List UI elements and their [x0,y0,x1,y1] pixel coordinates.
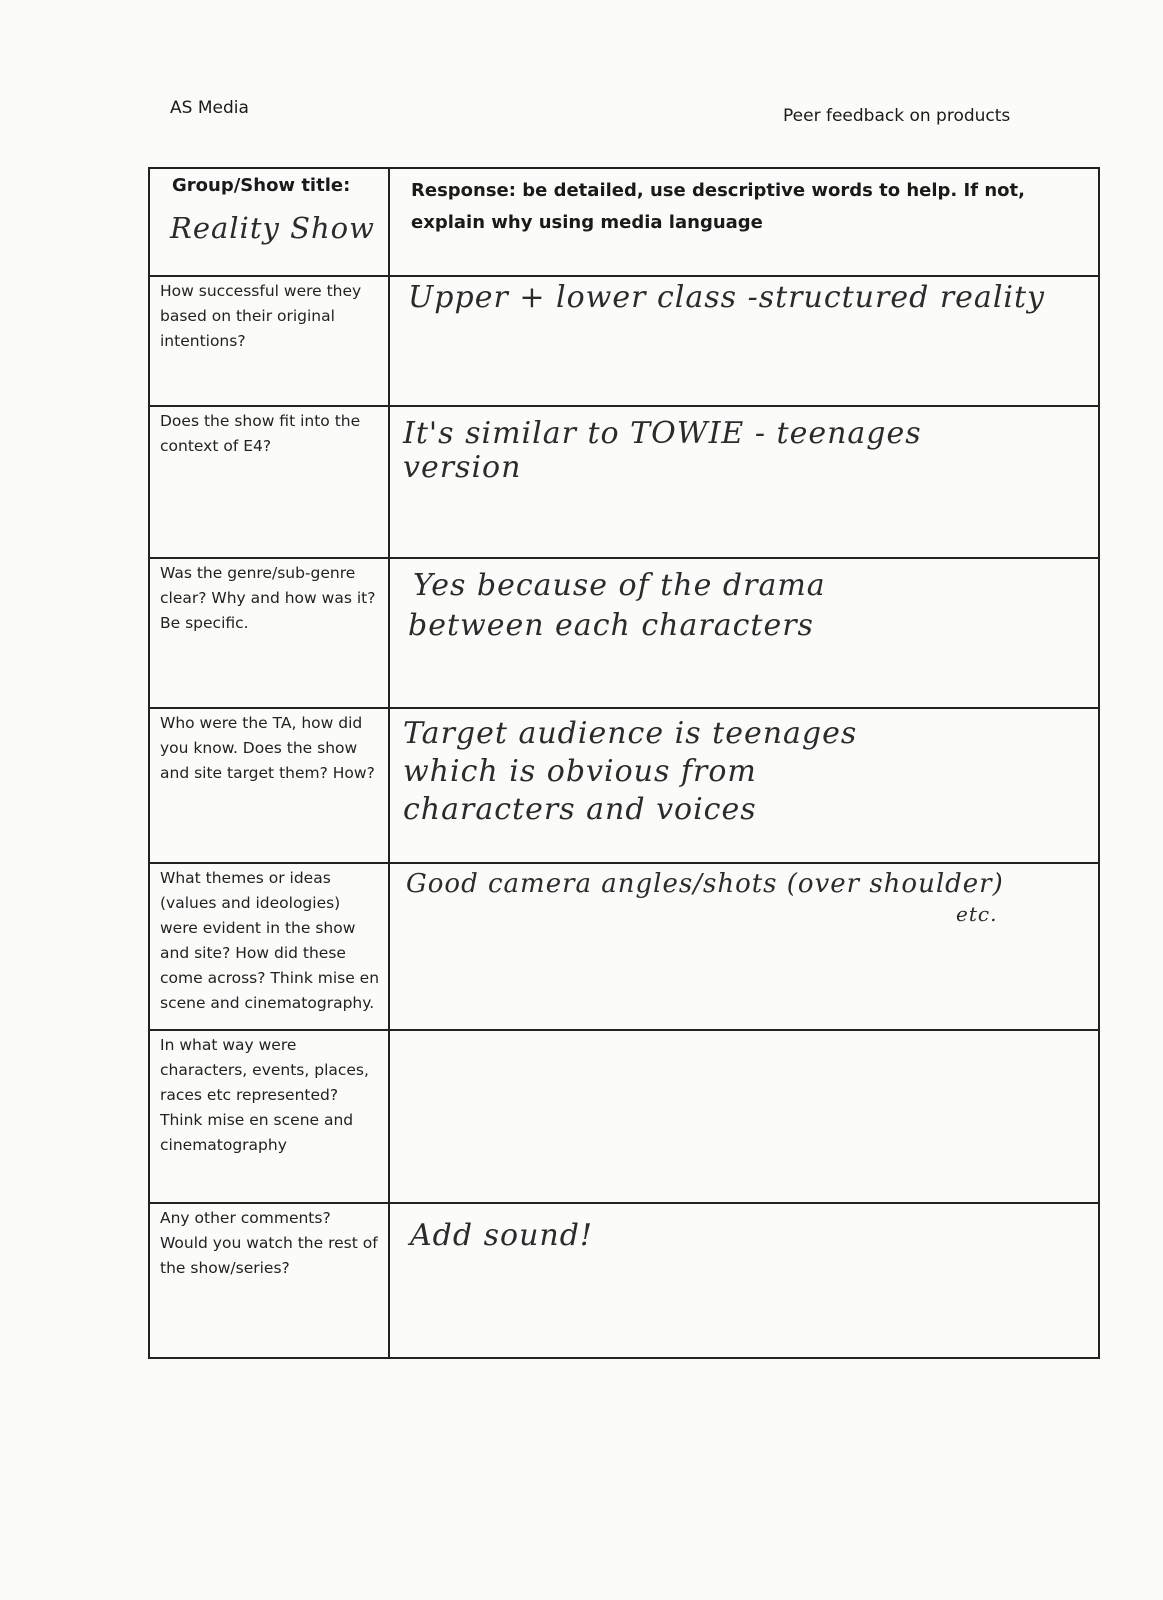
question-2: Does the show fit into the context of E4? [160,412,361,455]
header-right: Peer feedback on products [783,106,1011,126]
answer-2-line-1: It's similar to TOWIE - teenages [403,416,922,451]
question-3: Was the genre/sub-genre clear? Why and how was it? Be specific. [160,564,376,632]
answer-3-line-1: Yes because of the drama [413,568,826,603]
table-border-right [1098,167,1100,1359]
answer-5-line-2: etc. [956,902,998,926]
answer-4-line-2: which is obvious from [403,754,757,789]
row-divider [148,1029,1100,1031]
table-border-left [148,167,150,1359]
table-border-bottom [148,1357,1100,1359]
answer-4-line-1: Target audience is teenages [403,716,858,751]
answer-5-line-1: Good camera angles/shots (over shoulder) [406,869,1004,899]
answer-3-line-2: between each characters [408,608,814,643]
answer-4-line-3: characters and voices [403,792,757,827]
table-border-top [148,167,1100,169]
question-7: Any other comments? Would you watch the rest of the show/series? [160,1209,378,1277]
question-6: In what way were characters, events, places, races etc represented? Think mise en scene and cinematography [160,1036,369,1154]
row-divider [148,557,1100,559]
feedback-table [148,167,1100,1359]
answer-1-line-1: Upper + lower class -structured reality [408,280,1046,315]
row-divider [148,707,1100,709]
question-5: What themes or ideas (values and ideologies) were evident in the show and site? How did these come across? Think mise en scene and cinematography. [160,869,380,1012]
answer-2-line-2: version [403,450,522,485]
question-4: Who were the TA, how did you know. Does the show and site target them? How? [160,714,375,782]
row-divider [148,405,1100,407]
response-header: Response: be detailed, use descriptive words to help. If not, explain why using media language [411,180,1025,233]
title-label: Group/Show title: [172,175,351,196]
header-left: AS Media [170,98,249,118]
table-column-divider [388,167,390,1359]
question-1: How successful were they based on their original intentions? [160,282,362,350]
row-divider [148,862,1100,864]
row-divider [148,1202,1100,1204]
answer-7-line-1: Add sound! [410,1218,593,1253]
row-divider [148,275,1100,277]
handwritten-show-title: Reality Show [170,211,375,245]
